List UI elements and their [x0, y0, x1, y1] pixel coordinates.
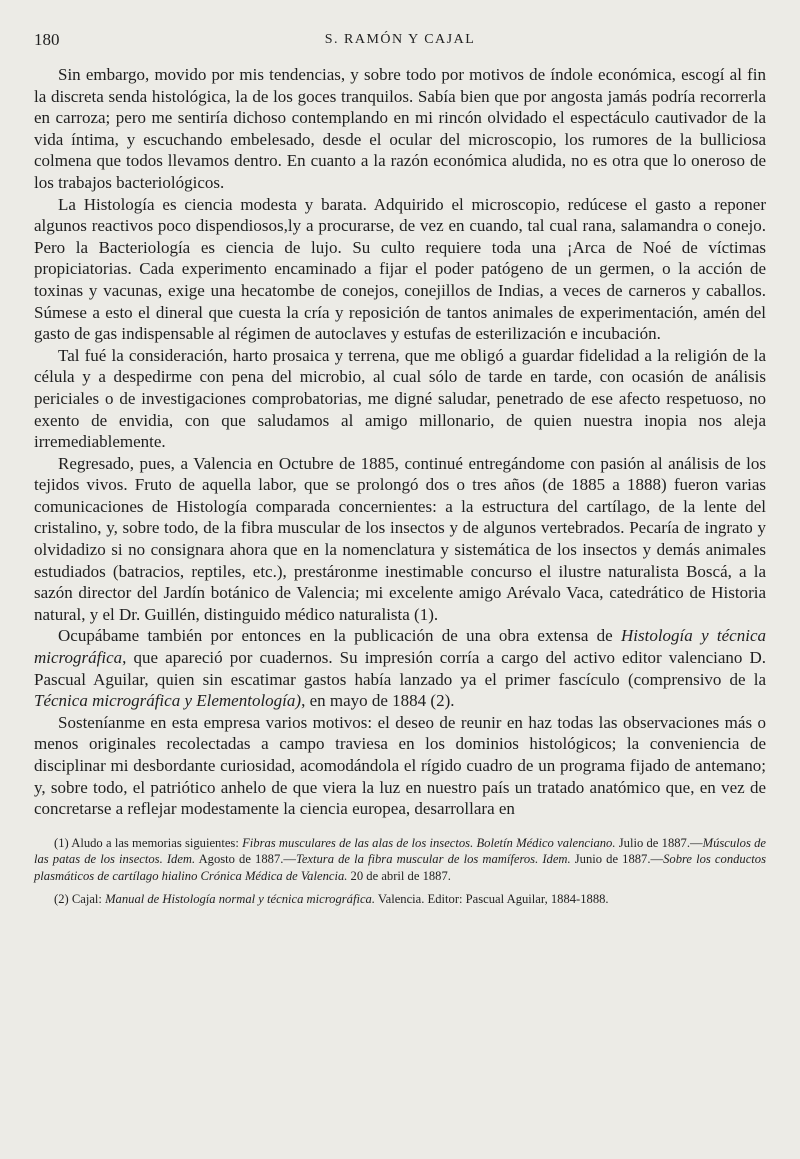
page-number: 180	[34, 30, 60, 49]
footnote-1-date-a: Julio de 1887.—	[615, 835, 703, 850]
footnote-1-ref-d: Sobre los conductos plasmáticos de cartílago hialino Crónica Médica de Valencia.	[34, 852, 766, 883]
footnote-2-ref: Manual de Histología normal y técnica micrográfica.	[105, 891, 375, 906]
paragraph-1: Sin embargo, movido por mis tendencias, y sobre todo por motivos de índole económica, escogí al fin la discreta senda histológica, la de los goces tranquilos. Sabía bien que por angosta jamás podría recorrerla en carroza; pero me sentiría dichoso contemplando en mi rincón olvidado el espectáculo cautivador de la vida íntima, y escuchando embelesado, desde el ocular del microscopio, los rumores de la bulliciosa colmena que todos llevamos dentro. En cuanto a la razón económica aludida, no es otra que lo oneroso de los trabajos bacteriológicos.	[34, 65, 766, 192]
footnote-2	[34, 891, 766, 908]
paragraph-5	[34, 625, 766, 711]
footnote-1-date-b: Agosto de 1887.—	[195, 852, 296, 867]
paragraph-6: Sosteníanme en esta empresa varios motivos: el deseo de reunir en haz todas las observaciones más o menos originales recolectadas a campo traviesa en los dominios histológicos; la conveniencia de disciplinar mi desbordante curiosidad, acomodándola el rígido cuadro de un programa fijado de antemano; y, sobre todo, el patriótico anhelo de que viera la luz en nuestro país un tratado anatómico que, en vez de concretarse a reflejar modestamente la ciencia europea, desarrollara en	[34, 712, 766, 819]
running-title: S. RAMÓN Y CAJAL	[324, 32, 476, 47]
paragraph-4: Regresado, pues, a Valencia en Octubre de 1885, continué entregándome con pasión al análisis de los tejidos vivos. Fruto de aquella labor, que se prolongó dos o tres años (de 1885 a 1888) fueron varias comunicaciones de Histología comparada concernientes: a la estructura del cartílago, de la lente del cristalino, y, sobre todo, de la fibra muscular de los insectos y de algunos vertebrados. Pecaría de ingrato y olvidadizo si no consignara ahora que en la nomenclatura y sistemática de los insectos y demás animales estudiados (batracios, reptiles, etc.), prestáronme inestimable concurso el ilustre naturalista Boscá, a la sazón director del Jardín botánico de Valencia; mi excelente amigo Arévalo Vaca, catedrático de Historia natural, y el Dr. Guillén, distinguido médico naturalista (1).	[34, 453, 766, 624]
footnote-1-date-c: Junio de 1887.—	[570, 852, 664, 867]
footnote-1-ref-a: Fibras musculares de las alas de los insectos. Boletín Médico valenciano.	[242, 835, 616, 850]
paragraph-5-text-c: , en mayo de 1884 (2).	[301, 691, 455, 711]
footnote-1-intro: (1) Aludo a las memorias siguientes:	[54, 835, 243, 850]
book-title-tecnica: Técnica micrográfica y Elementología)	[34, 691, 302, 711]
footnote-1-ref-b: Músculos de las patas de los insectos. Idem.	[34, 835, 766, 867]
paragraph-5-text-b: , que apareció por cuadernos. Su impresión corría a cargo del activo editor valenciano D. Pascual Aguilar, quien sin escatimar gastos había lanzado ya el primer fascículo (comprensivo de la	[34, 648, 766, 689]
footnote-1-date-d: 20 de abril de 1887.	[347, 868, 451, 883]
paragraph-3: Tal fué la consideración, harto prosaica y terrena, que me obligó a guardar fidelidad a la religión de la célula y a despedirme con pena del microbio, al cual sólo de tarde en tarde, con ocasión de análisis periciales o de investigaciones comprobatorias, me digné saludar, penetrado de ese afecto respetuoso, no exento de envidia, con que saludamos al amigo millonario, de quien nuestra inopia nos aleja irremediablemente.	[34, 345, 766, 452]
paragraph-2: La Histología es ciencia modesta y barata. Adquirido el microscopio, redúcese el gasto a reponer algunos reactivos poco dispendiosos,ly a procurarse, de vez en cuando, tal cual rana, salamandra o conejo. Pero la Bacteriología es ciencia de lujo. Su culto requiere toda una ¡Arca de Noé de víctimas propiciatorias. Cada experimento encaminado a fijar el poder patógeno de un germen, o la acción de toxinas y vacunas, exige una hecatombe de conejos, conejillos de Indias, a veces de carneros y caballos. Súmese a esto el dineral que cuesta la cría y reposición de tantos animales de experimentación, amén del gasto de gas indispensable al régimen de autoclaves y estufas de esterilización e incubación.	[34, 194, 766, 344]
book-title-histologia: Histología y técnica micrográfica	[34, 626, 766, 668]
running-header	[34, 24, 766, 60]
paragraph-5-text-a: Ocupábame también por entonces en la publicación de una obra extensa de	[58, 626, 621, 646]
main-text	[34, 64, 766, 820]
footnote-1	[34, 835, 766, 885]
footnote-1-ref-c: Textura de la fibra muscular de los mamíferos. Idem.	[295, 852, 571, 867]
footnotes	[34, 835, 766, 907]
footnote-2-intro: (2) Cajal:	[54, 891, 106, 906]
footnote-2-publisher: Valencia. Editor: Pascual Aguilar, 1884-1888.	[374, 891, 609, 906]
